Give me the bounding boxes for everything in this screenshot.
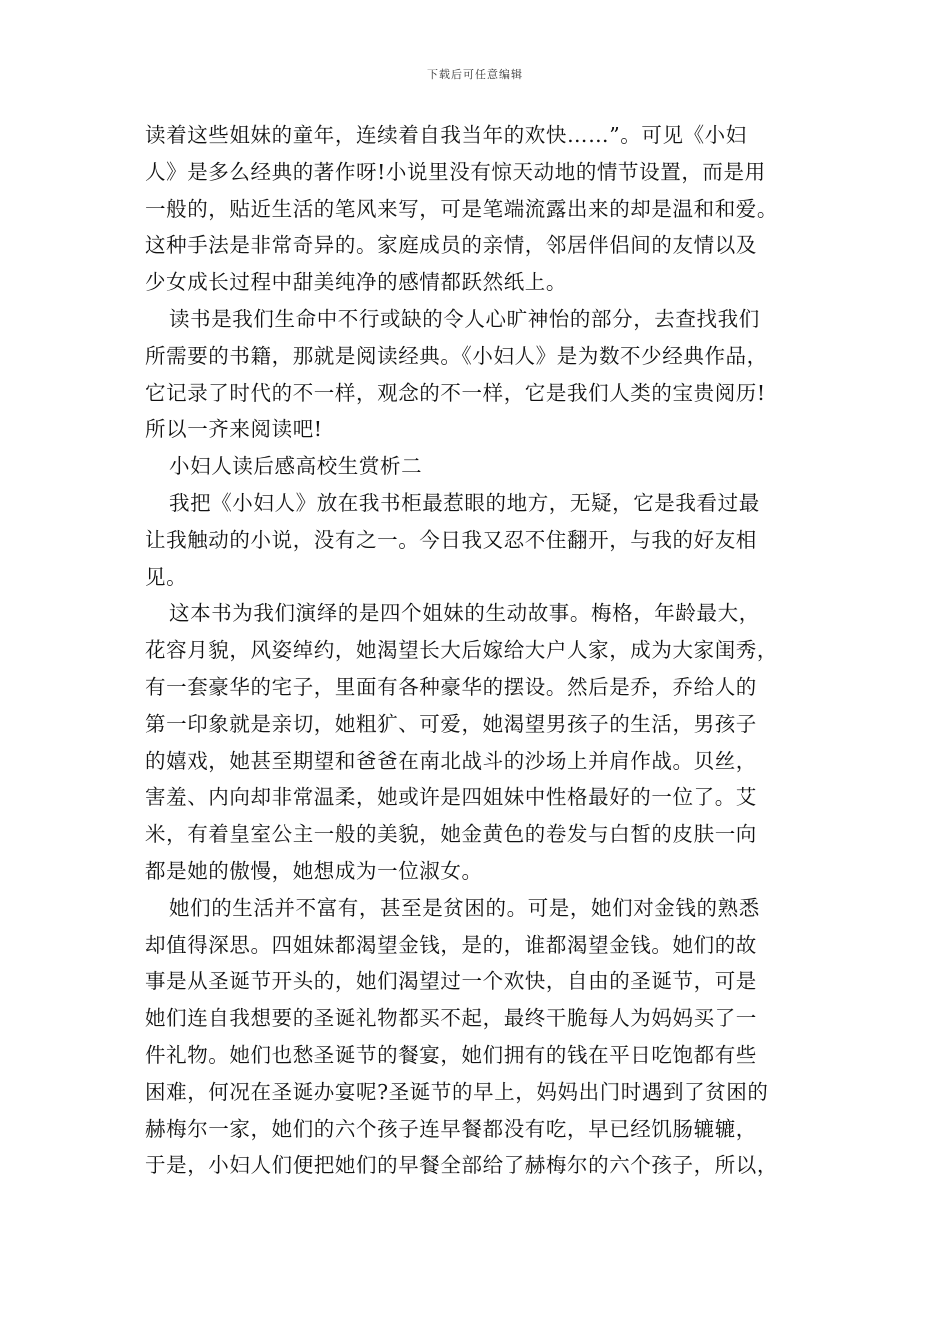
text-line: 它记录了时代的不一样，观念的不一样，它是我们人类的宝贵阅历!	[145, 380, 766, 405]
text-line: 事是从圣诞节开头的，她们渴望过一个欢快，自由的圣诞节，可是	[145, 969, 757, 994]
page-header: 下载后可任意编辑	[427, 68, 523, 81]
text-line: 这本书为我们演绎的是四个姐妹的生动故事。梅格，年龄最大，	[169, 601, 760, 626]
text-line: 困难，何况在圣诞办宴呢?圣诞节的早上，妈妈出门时遇到了贫困的	[145, 1079, 769, 1104]
text-line: 都是她的傲慢，她想成为一位淑女。	[145, 858, 483, 883]
text-line: 害羞、内向却非常温柔，她或许是四姐妹中性格最好的一位了。艾	[145, 785, 757, 810]
text-line: 米，有着皇室公主一般的美貌，她金黄色的卷发与白皙的皮肤一向	[145, 822, 757, 847]
text-line: 的嬉戏，她甚至期望和爸爸在南北战斗的沙场上并肩作战。贝丝，	[145, 748, 757, 773]
text-line: 所需要的书籍，那就是阅读经典。《小妇人》是为数不少经典作品，	[145, 343, 768, 368]
text-line: 有一套豪华的宅子，里面有各种豪华的摆设。然后是乔，乔给人的	[145, 674, 757, 699]
text-line: 读书是我们生命中不行或缺的令人心旷神怡的部分，去查找我们	[169, 306, 760, 331]
text-line: 人》是多么经典的著作呀!小说里没有惊天动地的情节设置，而是用	[145, 159, 766, 184]
text-line: 见。	[145, 564, 188, 589]
text-line: 我把《小妇人》放在我书柜最惹眼的地方，无疑，它是我看过最	[169, 490, 760, 515]
text-line: 于是，小妇人们便把她们的早餐全部给了赫梅尔的六个孩子，所以，	[145, 1153, 778, 1178]
text-line: 让我触动的小说，没有之一。今日我又忍不住翻开，与我的好友相	[145, 527, 757, 552]
text-line: 赫梅尔一家，她们的六个孩子连早餐都没有吃，早已经饥肠辘辘，	[145, 1116, 757, 1141]
text-line: 小妇人读后感高校生赏析二	[169, 454, 423, 479]
text-line: 却值得深思。四姐妹都渴望金钱，是的，谁都渴望金钱。她们的故	[145, 932, 757, 957]
text-line: 花容月貌，风姿绰约，她渴望长大后嫁给大户人家，成为大家闺秀，	[145, 638, 778, 663]
text-line: 她们连自我想要的圣诞礼物都买不起，最终干脆每人为妈妈买了一	[145, 1006, 757, 1031]
text-line: 件礼物。她们也愁圣诞节的餐宴，她们拥有的钱在平日吃饱都有些	[145, 1042, 757, 1067]
document-body	[145, 117, 815, 1184]
text-line: 所以一齐来阅读吧!	[145, 417, 323, 442]
text-line: 这种手法是非常奇异的。家庭成员的亲情，邻居伴侣间的友情以及	[145, 233, 757, 258]
text-line: 她们的生活并不富有，甚至是贫困的。可是，她们对金钱的熟悉	[169, 895, 760, 920]
text-line: 少女成长过程中甜美纯净的感情都跃然纸上。	[145, 270, 567, 295]
text-line: 第一印象就是亲切，她粗犷、可爱，她渴望男孩子的生活，男孩子	[145, 711, 757, 736]
text-line: 一般的，贴近生活的笔风来写，可是笔端流露出来的却是温和和爱。	[145, 196, 778, 221]
text-line: 读着这些姐妹的童年，连续着自我当年的欢快……”。可见《小妇	[145, 123, 747, 147]
